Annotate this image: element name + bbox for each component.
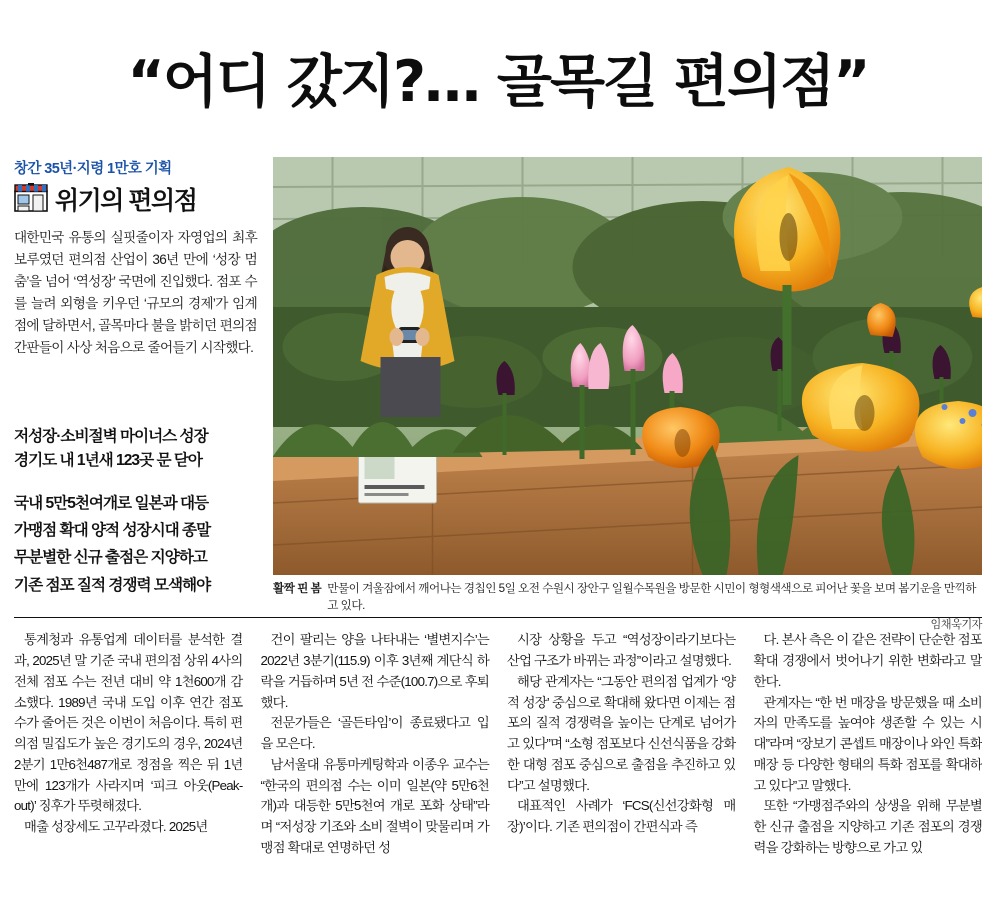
- news-photo: [273, 157, 982, 575]
- paragraph: 또한 “가맹점주와의 상생을 위해 무분별한 신규 출점을 지양하고 기존 점포의 경쟁력을 강화하는 방향으로 가고 있: [753, 798, 982, 855]
- subhead-b-line-3: 무분별한 신규 출점은 지양하고: [14, 549, 207, 567]
- top-section: [14, 157, 982, 631]
- subhead-b-line-2: 가맹점 확대 양적 성장시대 종말: [14, 522, 211, 540]
- photo-caption: [273, 575, 982, 615]
- paragraph: 관계자는 “한 번 매장을 방문했을 때 소비자의 만족도를 높여야 생존할 수 있는 시대”라며 “장보기 콘셉트 매장이나 와인 특화 매장 등 다양한 형태의 특화 점포를 확대하고 있다”고 말했다.: [753, 694, 982, 793]
- article-body: [14, 630, 982, 892]
- newspaper-page: [0, 38, 996, 902]
- caption-label: 활짝 핀 봄: [273, 582, 322, 596]
- subhead-b-line-4: 기존 점포 질적 경쟁력 모색해야: [14, 576, 211, 594]
- body-column-1: [14, 630, 243, 892]
- subhead-b-line-1: 국내 5만5천여개로 일본과 대등: [14, 495, 209, 513]
- series-title: 위기의 편의점: [55, 187, 197, 216]
- lede-paragraph: 대한민국 유통의 실핏줄이자 자영업의 최후 보루였던 편의점 산업이 36년 만에 ‘성장 멈춤’을 넘어 ‘역성장’ 국면에 진입했다. 점포 수를 늘려 외형을 키우던 ‘규모의 경제’가 임계점에 달하면서, 골목마다 불을 밝히던 편의점 간판들이 사상 처음으로 줄어들기 시작했다.: [14, 230, 257, 356]
- page-headline: “어디 갔지?… 골목길 편의점”: [127, 49, 869, 116]
- convenience-store-icon: [14, 182, 48, 217]
- body-column-2: [261, 630, 490, 892]
- paragraph: 통계청과 유통업계 데이터를 분석한 결과, 2025년 말 기준 국내 편의점 상위 4사의 전체 점포 수는 전년 대비 약 1천600개 감소했다. 1989년 국내 도입 이후 연간 점포 수가 줄어든 것은 이번이 처음이다. 특히 편의점 밀집도가 높은 경기도의 경우, 2024년 2분기 1만6천487개로 정점을 찍은 뒤 1년 만에 123개가 사라지며 ‘피크 아웃(Peak-out)’ 징후가 뚜렷해졌다.: [14, 632, 243, 814]
- paragraph: 남서울대 유통마케팅학과 이종우 교수는 “한국의 편의점 수는 이미 일본(약 5만6천 개)과 대등한 5만5천여 개로 포화 상태”라며 “저성장 기조와 소비 절벽이 맞물리며 가맹점 확대로 연명하던 성: [260, 756, 489, 855]
- paragraph: 다. 본사 측은 이 같은 전략이 단순한 점포 확대 경쟁에서 벗어나기 위한 변화라고 말한다.: [753, 632, 982, 689]
- paragraph: 시장 상황을 두고 “역성장이라기보다는 산업 구조가 바뀌는 과정”이라고 설명했다.: [507, 632, 736, 669]
- body-column-4: [754, 630, 983, 892]
- body-column-3: [507, 630, 736, 892]
- series-branding: [14, 181, 257, 217]
- subhead-a-line-1: 저성장·소비절벽 마이너스 성장: [14, 428, 208, 446]
- subhead-b: [14, 492, 257, 598]
- left-column: [14, 157, 257, 607]
- subheads: [14, 425, 257, 600]
- caption-text: 만물이 겨울잠에서 깨어나는 경칩인 5일 오전 수원시 장안구 일월수목원을 방문한 시민이 형형색색으로 피어난 꽃을 보며 봄기운을 만끽하고 있다.: [327, 582, 976, 613]
- photo-credit: 임채욱기자: [930, 618, 982, 631]
- paragraph: 건이 팔리는 양을 나타내는 ‘별변지수’는 2022년 3분기(115.9) 이후 3년째 계단식 하락을 거듭하며 5년 전 수준(100.7)으로 후퇴했다.: [260, 632, 489, 710]
- subhead-a-line-2: 경기도 내 1년새 123곳 문 닫아: [14, 451, 202, 469]
- photo-column: [273, 157, 982, 631]
- paragraph: 전문가들은 ‘골든타임’이 종료됐다고 입을 모은다.: [260, 715, 489, 752]
- paragraph: 매출 성장세도 고꾸라졌다. 2025년: [24, 818, 208, 834]
- subhead-a: [14, 425, 257, 472]
- paragraph: 대표적인 사례가 ‘FCS(신선강화형 매장)’이다. 기존 편의점이 간편식과 즉: [507, 798, 736, 834]
- series-kicker: 창간 35년·지령 1만호 기획: [14, 161, 172, 178]
- paragraph: 해당 관계자는 “그동안 편의점 업계가 ‘양적 성장’ 중심으로 확대해 왔다면 이제는 점포의 질적 경쟁력을 높이는 단계로 넘어가고 있다”며 “소형 점포보다 신선식품을 강화한 대형 점포 중심으로 출점을 추진하고 있다”고 설명했다.: [507, 673, 736, 793]
